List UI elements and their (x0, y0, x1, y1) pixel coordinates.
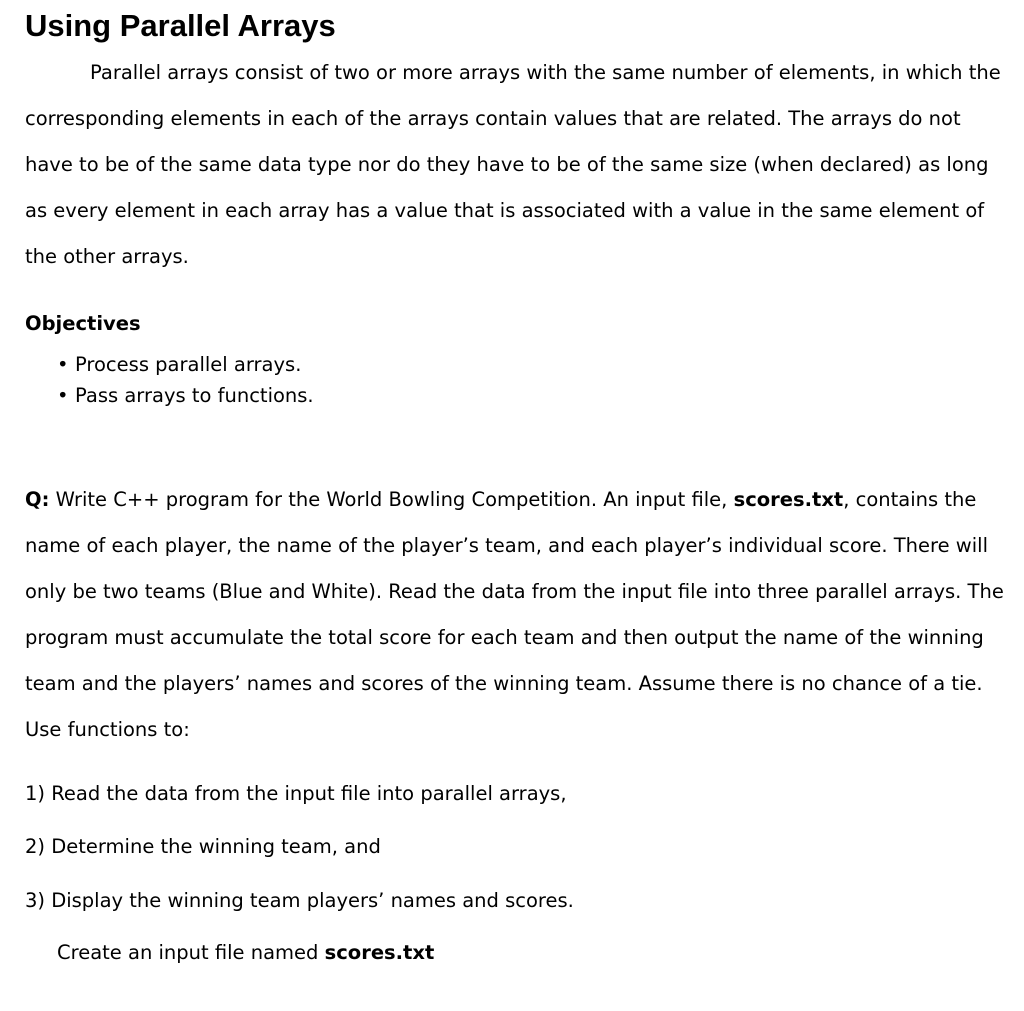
question-filename: scores.txt (733, 488, 844, 511)
question-paragraph (25, 477, 1010, 753)
create-text: Create an input file named (57, 941, 325, 964)
step-1: 1) Read the data from the input file into parallel arrays, (25, 782, 567, 805)
list-item (57, 349, 314, 380)
page-title: Using Parallel Arrays (25, 8, 336, 43)
question-label: Q: (25, 488, 50, 511)
bullet-icon: • (57, 384, 69, 407)
objectives-heading: Objectives (25, 312, 141, 335)
create-filename: scores.txt (324, 941, 435, 964)
step-2: 2) Determine the winning team, and (25, 835, 381, 858)
intro-paragraph: Parallel arrays consist of two or more arrays with the same number of elements, in which the corresponding elements in each of the arrays contain values that are related. The arrays do not have to be of the same data type nor do they have to be of the same size (when declared) as long as every element in each array has a value that is associated with a value in the same element of the other arrays. (25, 61, 1001, 268)
objective-text: Pass arrays to functions. (75, 384, 314, 407)
question-text-part-2: , contains the name of each player, the name of the player’s team, and each player’s individual score. There will only be two teams (Blue and White). Read the data from the input file into three parallel arrays. The program must accumulate the total score for each team and then output the name of the winning team and the players’ names and scores of the winning team. Assume there is no chance of a tie. Use functions to: (25, 488, 1004, 741)
bullet-icon: • (57, 353, 69, 376)
objective-text: Process parallel arrays. (75, 353, 302, 376)
objectives-list (57, 349, 314, 411)
list-item (57, 380, 314, 411)
step-3: 3) Display the winning team players’ names and scores. (25, 889, 574, 912)
question-text-part-1: Write C++ program for the World Bowling Competition. An input file, (49, 488, 734, 511)
create-file-instruction (57, 939, 434, 967)
